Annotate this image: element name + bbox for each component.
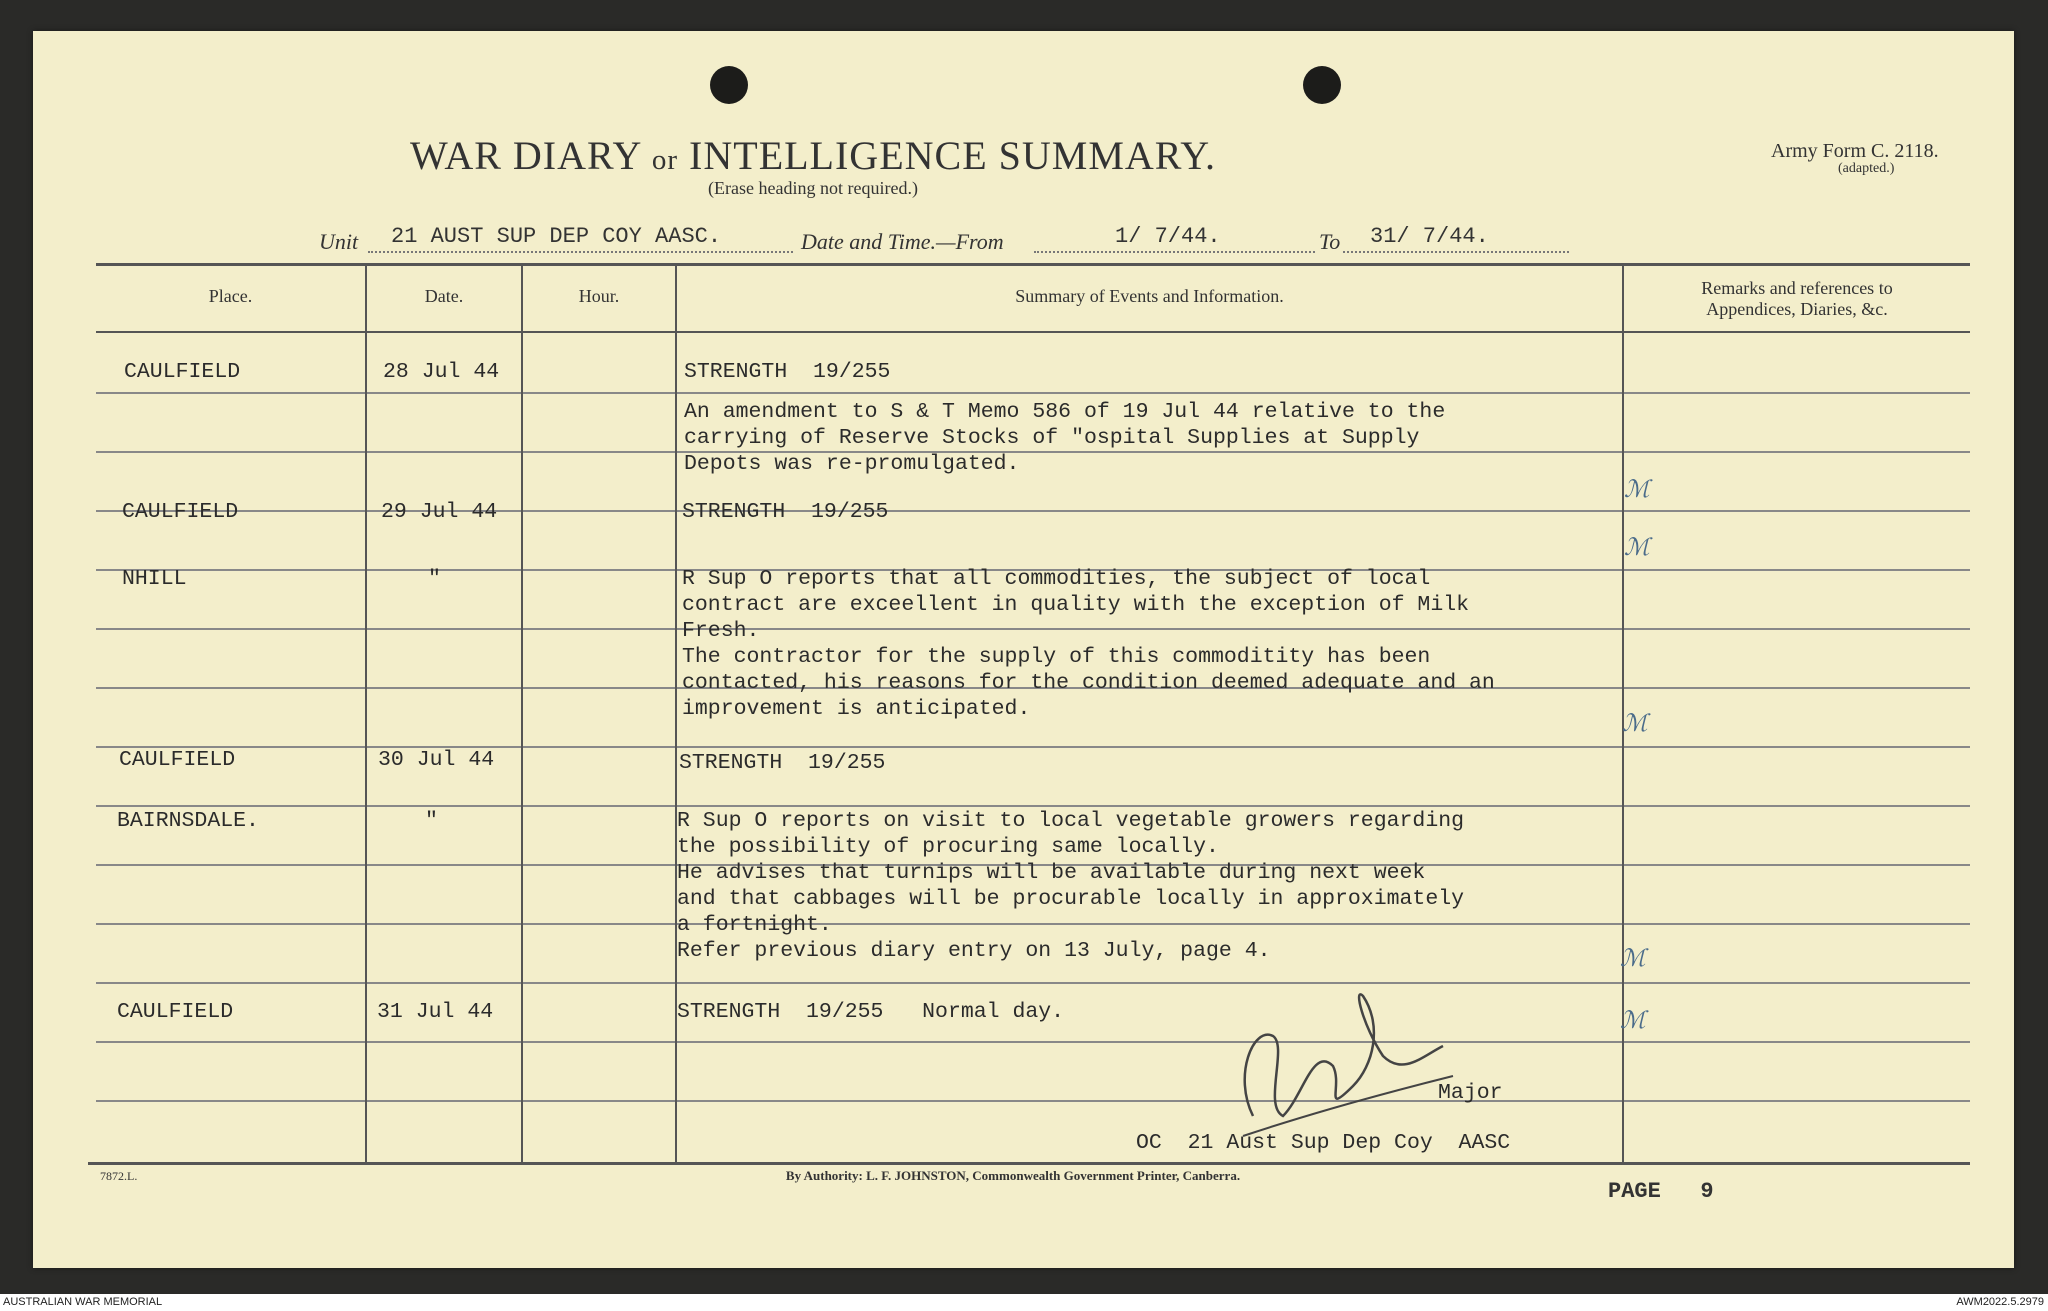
- col-divider: [365, 264, 367, 1164]
- signature-unit: OC 21 Aust Sup Dep Coy AASC: [1136, 1131, 1511, 1155]
- initials-mark: ℳ: [1622, 709, 1648, 737]
- initials-mark: ℳ: [1620, 1006, 1646, 1034]
- table-top-rule: [96, 263, 1970, 266]
- entry-place: NHILL: [122, 567, 187, 591]
- form-number: Army Form C. 2118.: [1771, 140, 1939, 162]
- entry-date: 31 Jul 44: [377, 1000, 494, 1024]
- entry-text: STRENGTH 19/255 Normal day.: [677, 1000, 1065, 1024]
- row-rule: [96, 982, 1970, 984]
- initials-mark: ℳ: [1624, 475, 1650, 503]
- entry-text: R Sup O reports that all commodities, the subject of local contract are exceellent in quality with the exception of Milk Fresh. The contractor for the supply of this commoditity has been contacted, his reasons for the condition deemed adequate and an improvement is anticipated.: [682, 567, 1495, 721]
- unit-value: 21 AUST SUP DEP COY AASC.: [391, 224, 722, 249]
- col-divider: [521, 264, 523, 1164]
- archive-name: AUSTRALIAN WAR MEMORIAL: [3, 1296, 163, 1308]
- col-head-summary: Summary of Events and Information.: [1015, 286, 1284, 306]
- col-head-place: Place.: [208, 286, 253, 306]
- entry-date: 30 Jul 44: [378, 748, 495, 772]
- entry-place: BAIRNSDALE.: [117, 809, 259, 833]
- initials-mark: ℳ: [1624, 533, 1650, 561]
- from-dotline: [1034, 251, 1315, 253]
- entry-date: ": [425, 809, 438, 833]
- to-label: To: [1319, 229, 1341, 254]
- col-divider: [675, 264, 677, 1164]
- unit-dotline: [368, 251, 793, 253]
- entry-place: CAULFIELD: [117, 1000, 234, 1024]
- form-adapted: (adapted.): [1838, 161, 1895, 176]
- entry-place: CAULFIELD: [119, 748, 236, 772]
- entry-place: CAULFIELD: [122, 500, 239, 524]
- to-dotline: [1343, 251, 1569, 253]
- row-rule: [96, 1100, 1970, 1102]
- date-time-label: Date and Time.—From: [801, 229, 1004, 254]
- from-value: 1/ 7/44.: [1115, 224, 1221, 249]
- header-rule: [96, 331, 1970, 333]
- punch-hole: [1303, 66, 1341, 104]
- form-title: WAR DIARY or INTELLIGENCE SUMMARY.: [410, 133, 1216, 178]
- entry-date: 29 Jul 44: [381, 500, 498, 524]
- archive-strip: [0, 1294, 2048, 1311]
- col-head-hour: Hour.: [578, 286, 620, 306]
- entry-text: STRENGTH 19/255: [682, 500, 889, 524]
- initials-mark: ℳ: [1620, 944, 1646, 972]
- entry-text: STRENGTH 19/255: [679, 751, 886, 775]
- punch-hole: [710, 66, 748, 104]
- to-value: 31/ 7/44.: [1370, 224, 1489, 249]
- archive-reference: AWM2022.5.2979: [1956, 1296, 2044, 1308]
- unit-label: Unit: [319, 229, 359, 254]
- entry-text: An amendment to S & T Memo 586 of 19 Jul 44 relative to the carrying of Reserve Stocks of "ospital Supplies at Supply Depots was re-promulgated.: [684, 400, 1446, 476]
- page-number: PAGE 9: [1608, 1179, 1714, 1204]
- col-head-date: Date.: [424, 286, 464, 306]
- entry-text: R Sup O reports on visit to local vegetable growers regarding the possibility of procuring same locally. He advises that turnips will be available during next week and that cabbages will be procurable locally in approximately a fortnight. Refer previous diary entry on 13 July, page 4.: [677, 809, 1465, 963]
- col-head-remarks: Remarks and references to Appendices, Diaries, &c.: [1701, 278, 1893, 319]
- diary-sheet: [33, 31, 2014, 1268]
- row-rule: [96, 805, 1970, 807]
- row-rule: [96, 510, 1970, 512]
- entry-text: STRENGTH 19/255: [684, 360, 891, 384]
- form-subtitle: (Erase heading not required.): [708, 178, 918, 198]
- entry-place: CAULFIELD: [124, 360, 241, 384]
- entry-date: 28 Jul 44: [383, 360, 500, 384]
- row-rule: [96, 1041, 1970, 1043]
- table-bottom-rule: [88, 1162, 1970, 1165]
- signature-rank: Major: [1438, 1081, 1503, 1105]
- printer-authority: By Authority: L. F. JOHNSTON, Commonwealth Government Printer, Canberra.: [785, 1168, 1241, 1183]
- form-code: 7872.L.: [100, 1169, 138, 1183]
- row-rule: [96, 392, 1970, 394]
- entry-date: ": [428, 567, 441, 591]
